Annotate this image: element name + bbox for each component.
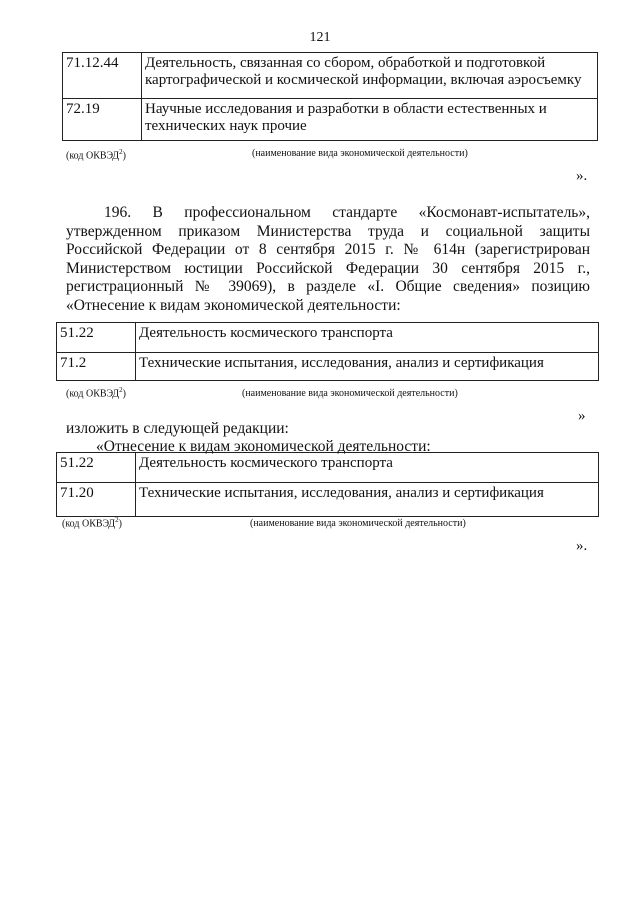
table-row: [57, 483, 599, 517]
edit-quote-line: «Отнесение к видам экономической деятельности:: [96, 438, 431, 455]
activity-name: Деятельность космического транспорта: [136, 323, 599, 353]
table-row: [57, 323, 599, 353]
edit-instruction: изложить в следующей редакции:: [66, 420, 289, 437]
okved-code: 51.22: [57, 323, 136, 353]
activity-name: Деятельность космического транспорта: [136, 453, 599, 483]
paragraph-196: [66, 204, 590, 315]
okved-code: 72.19: [63, 99, 142, 141]
activity-name: Технические испытания, исследования, анализ и сертификация: [136, 483, 599, 517]
okved-code: 71.12.44: [63, 53, 142, 99]
activity-name: Деятельность, связанная со сбором, обработкой и подготовкой картографической и космической информации, включая аэросъемку: [142, 53, 598, 99]
okved-table-1: [62, 52, 598, 141]
okved-table-2: [56, 322, 599, 381]
page-number: 121: [309, 30, 331, 45]
okved-code: 71.2: [57, 353, 136, 381]
closing-quote: ».: [576, 538, 588, 554]
table-row: [63, 53, 598, 99]
table-row: [63, 99, 598, 141]
okved-code-caption: (код ОКВЭД$^2$): [62, 516, 122, 530]
table-row: [57, 453, 599, 483]
okved-code-caption: (код ОКВЭД$^2$): [66, 148, 126, 162]
activity-name-caption: (наименование вида экономической деятельности): [250, 518, 466, 529]
table-row: [57, 353, 599, 381]
activity-name: Научные исследования и разработки в области естественных и технических наук прочие: [142, 99, 598, 141]
activity-name: Технические испытания, исследования, анализ и сертификация: [136, 353, 599, 381]
okved-code: 71.20: [57, 483, 136, 517]
activity-name-caption: (наименование вида экономической деятельности): [242, 388, 458, 399]
paragraph-text: 196. В профессиональном стандарте «Космонавт-испытатель», утвержденном приказом Министерства труда и социальной защиты Российской Федерации от 8 сентября 2015 г. № 614н (зарегистрирован Министерством юстиции Российской Федерации 30 сентября 2015 г., регистрационный № 39069), в разделе «I. Общие сведения» позицию «Отнесение к видам экономической деятельности:: [66, 204, 590, 314]
okved-code: 51.22: [57, 453, 136, 483]
activity-name-caption: (наименование вида экономической деятельности): [252, 148, 468, 159]
okved-code-caption: (код ОКВЭД$^2$): [66, 386, 126, 400]
closing-quote: »: [578, 408, 586, 424]
closing-quote: ».: [576, 168, 588, 184]
okved-table-3: [56, 452, 599, 517]
